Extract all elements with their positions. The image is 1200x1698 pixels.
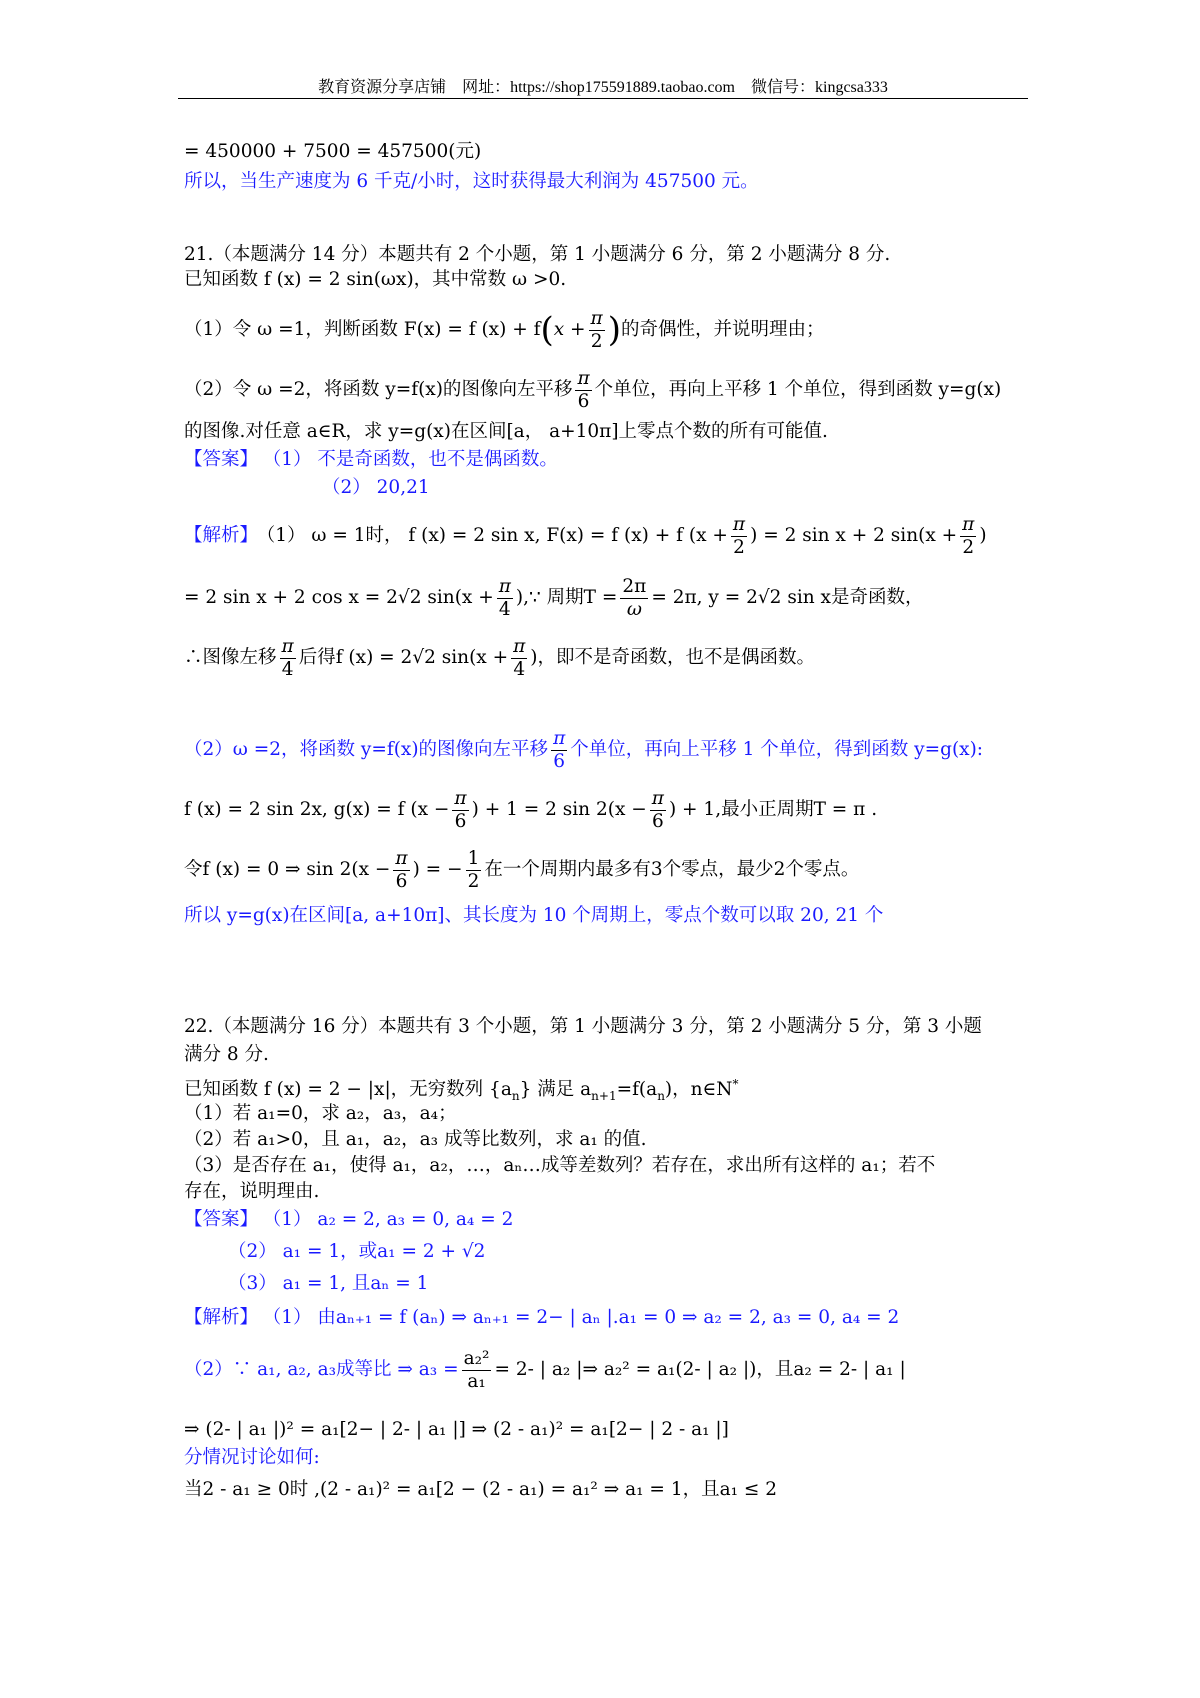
frac-a2sq-a1: $\frac{\text{a₂²}}{\text{a₁}}$ xyxy=(463,1347,490,1392)
sol2-b: ),∵ 周期T = xyxy=(515,587,618,608)
frac-pi-2: $\frac{\pi}{2}$ xyxy=(732,513,746,558)
q22-answer-1: （1） a₂ = 2, a₃ = 0, a₄ = 2 xyxy=(272,1209,514,1230)
frac-pi-2: $\frac{\pi}{2}$ xyxy=(590,307,603,352)
q21-part2 xyxy=(184,362,1001,418)
q22-sol-2-b: = 2- | a₂ |⇒ a₂² = a₁(2- | a₂ |)，且a₂ = 2- | a₁ | xyxy=(494,1359,906,1380)
sub-n: n xyxy=(511,1088,520,1103)
q22-title: 22.（本题满分 16 分）本题共有 3 个小题，第 1 小题满分 3 分，第 2 小题满分 5 分，第 3 小题 xyxy=(184,1016,982,1037)
sol2-a: = 2 sin x + 2 cos x = 2√2 sin(x + xyxy=(184,587,494,608)
frac-period: $\frac{2\pi}{\omega}$ xyxy=(622,575,647,620)
header-wechat: 微信号：kingcsa333 xyxy=(751,79,888,96)
header-rule xyxy=(178,98,1028,99)
answer-2: （2） 20,21 xyxy=(322,477,430,498)
q22-given-d: )，n∈N xyxy=(664,1079,733,1101)
answer-tag: 【答案】 xyxy=(184,449,259,470)
q21-title: 21.（本题满分 14 分）本题共有 2 个小题，第 1 小题满分 6 分，第 2 小题满分 8 分. xyxy=(184,244,891,265)
q21-sol-3 xyxy=(184,630,815,686)
q21-part2-cont: 的图像.对任意 a∈R，求 y=g(x)在区间[a， a+10π]上零点个数的所有可能值. xyxy=(184,421,828,442)
sol3-a: ∴图像左移 xyxy=(184,647,277,668)
sol4-a: （2）ω =2，将函数 y=f(x)的图像向左平移 xyxy=(184,739,549,760)
q21-part1 xyxy=(184,300,825,360)
sol2-c: = 2π, y = 2√2 sin x是奇函数， xyxy=(651,587,924,608)
page-header xyxy=(178,74,1028,97)
frac-pi-4: $\frac{\pi}{4}$ xyxy=(281,635,294,680)
q21-part2-text: （2）令 ω =2，将函数 y=f(x)的图像向左平移 xyxy=(184,379,573,400)
sol5-a: f (x) = 2 sin 2x, g(x) = f (x − xyxy=(184,799,450,820)
q22-sol-1-text: （1） 由aₙ₊₁ = f (aₙ) ⇒ aₙ₊₁ = 2− | aₙ |.a₁ = 0 ⇒ a₂ = 2, a₃ = 0, a₄ = 2 xyxy=(272,1307,900,1328)
q21-sol-4 xyxy=(184,722,983,778)
q22-answer-3: （3） a₁ = 1, 且aₙ = 1 xyxy=(228,1273,429,1294)
sol4-b: 个单位，再向上平移 1 个单位，得到函数 y=g(x): xyxy=(570,739,984,760)
sol1-b: ) = 2 sin x + 2 sin(x + xyxy=(750,525,958,546)
q22-part3: （3）是否存在 a₁，使得 a₁，a₂，…，aₙ…成等差数列？若存在，求出所有这样的 a₁；若不 xyxy=(184,1155,936,1176)
answer-tag: 【答案】 xyxy=(184,1209,259,1230)
sol1-a: （1） ω = 1时， f (x) = 2 sin x, F(x) = f (x) + f (x + xyxy=(266,525,728,546)
solution-tag: 【解析】 xyxy=(184,1307,259,1328)
sup-star: * xyxy=(732,1077,739,1091)
q22-sol-5: 当2 - a₁ ≥ 0时 ,(2 - a₁)² = a₁[2 − (2 - a₁) = a₁² ⇒ a₁ = 1，且a₁ ≤ 2 xyxy=(184,1479,778,1500)
sol5-b: ) + 1 = 2 sin 2(x − xyxy=(471,799,647,820)
q22-given-a: 已知函数 f (x) = 2 − |x|，无穷数列 {a xyxy=(184,1079,512,1101)
q22-answer xyxy=(184,1208,513,1232)
sol1-c: ) xyxy=(979,525,987,546)
q22-answer-2: （2） a₁ = 1，或a₁ = 2 + √2 xyxy=(228,1241,486,1262)
frac-pi-4: $\frac{\pi}{4}$ xyxy=(513,635,526,680)
paren-close: ) xyxy=(607,310,621,350)
conclusion-line: 所以，当生产速度为 6 千克/小时，这时获得最大利润为 457500 元。 xyxy=(184,171,759,192)
frac-pi-6: $\frac{\pi}{6}$ xyxy=(651,787,664,832)
frac-pi-2: $\frac{\pi}{2}$ xyxy=(962,513,975,558)
q22-sol-1 xyxy=(184,1306,899,1330)
q22-part1: （1）若 a₁=0，求 a₂，a₃，a₄； xyxy=(184,1103,457,1124)
calc-line: = 450000 + 7500 = 457500(元) xyxy=(184,141,482,162)
header-site: 网址：https://shop175591889.taobao.com xyxy=(462,79,735,96)
frac-1-2: $\frac{1}{2}$ xyxy=(467,847,480,892)
q21-sol-6 xyxy=(184,842,859,898)
sol5-c: ) + 1,最小正周期T = π . xyxy=(668,799,878,820)
q21-given: 已知函数 f (x) = 2 sin(ωx)，其中常数 ω >0. xyxy=(184,269,567,290)
q21-part2-tail: 个单位，再向上平移 1 个单位，得到函数 y=g(x) xyxy=(594,379,1002,400)
sub-n1: n+1 xyxy=(591,1088,617,1103)
q21-sol-7: 所以 y=g(x)在区间[a, a+10π]、其长度为 10 个周期上，零点个数可以取 20, 21 个 xyxy=(184,905,884,926)
frac-pi-6: $\frac{\pi}{6}$ xyxy=(395,847,408,892)
solution-tag: 【解析】 xyxy=(184,525,259,546)
q21-sol-1 xyxy=(184,508,987,564)
sol6-b: ) = − xyxy=(412,859,463,880)
frac-pi-6: $\frac{\pi}{6}$ xyxy=(454,787,467,832)
frac-pi-6: $\frac{\pi}{6}$ xyxy=(577,367,590,412)
sol6-c: 在一个周期内最多有3个零点，最少2个零点。 xyxy=(484,859,860,880)
frac-pi-4: $\frac{\pi}{4}$ xyxy=(498,575,511,620)
q22-part3-cont: 存在，说明理由. xyxy=(184,1181,320,1202)
sol3-c: )，即不是奇函数，也不是偶函数。 xyxy=(530,647,816,668)
q22-sol-3: ⇒ (2- | a₁ |)² = a₁[2− | 2- | a₁ |] ⇒ (2 - a₁)² = a₁[2− | 2 - a₁ |] xyxy=(184,1419,729,1440)
q22-sol-4: 分情况讨论如何: xyxy=(184,1447,320,1468)
q21-answer xyxy=(184,448,558,472)
header-shop: 教育资源分享店铺 xyxy=(318,79,447,96)
q22-title-cont: 满分 8 分. xyxy=(184,1044,269,1065)
q21-part1-arg: x + xyxy=(553,319,586,340)
paren-open: ( xyxy=(540,310,554,350)
sol6-a: 令f (x) = 0 ⇒ sin 2(x − xyxy=(184,859,391,880)
frac-pi-6: $\frac{\pi}{6}$ xyxy=(553,727,566,772)
q22-sol-2-a: （2）∵ a₁, a₂, a₃成等比 ⇒ a₃ = xyxy=(184,1359,459,1380)
sub-n0: n xyxy=(657,1088,665,1103)
q21-sol-2 xyxy=(184,570,923,626)
q21-part1-text: （1）令 ω =1，判断函数 F(x) = f (x) + f xyxy=(184,319,541,340)
q21-sol-5 xyxy=(184,782,877,838)
q21-part1-tail: 的奇偶性，并说明理由； xyxy=(620,319,825,340)
q22-given-b: } 满足 a xyxy=(519,1079,592,1101)
sol3-b: 后得f (x) = 2√2 sin(x + xyxy=(298,647,509,668)
q22-part2: （2）若 a₁>0，且 a₁，a₂，a₃ 成等比数列，求 a₁ 的值. xyxy=(184,1129,647,1150)
q22-sol-2 xyxy=(184,1340,906,1400)
q22-given-c: =f(a xyxy=(616,1079,658,1101)
answer-1: （1） 不是奇函数，也不是偶函数。 xyxy=(272,449,558,470)
